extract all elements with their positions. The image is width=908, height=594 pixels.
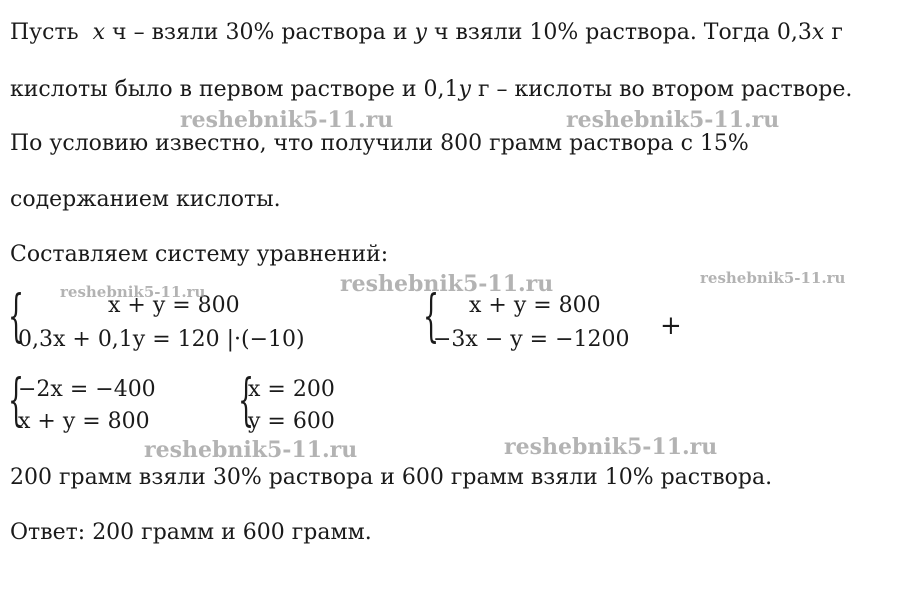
equation-2: y = 600: [248, 409, 335, 434]
text-fragment: ч – взяли 30% раствора и: [112, 20, 408, 45]
text-line-1: [10, 20, 843, 46]
text-line-4: содержанием кислоты.: [10, 187, 281, 212]
watermark: reshebnik5-11.ru: [340, 271, 554, 297]
equation-2: −3x − y = −1200: [433, 327, 630, 352]
brace-icon: {: [8, 284, 25, 349]
watermark: reshebnik5-11.ru: [504, 434, 718, 460]
equation-2: x + y = 800: [18, 409, 150, 434]
text-line-2: [10, 77, 852, 103]
text-fragment: ч взяли 10% раствора. Тогда 0,3: [433, 20, 812, 45]
brace-icon: {: [8, 368, 25, 433]
variable-x: x: [811, 20, 825, 45]
equation-2: 0,3x + 0,1y = 120 |·(−10): [18, 327, 305, 352]
variable-y: y: [414, 20, 427, 45]
watermark: reshebnik5-11.ru: [700, 269, 846, 287]
watermark: reshebnik5-11.ru: [180, 107, 394, 133]
text-fragment: г: [831, 20, 843, 45]
equation-1: x + y = 800: [108, 293, 240, 318]
final-answer: Ответ: 200 грамм и 600 грамм.: [10, 520, 372, 545]
text-fragment: г – кислоты во втором растворе.: [477, 77, 853, 102]
plus-sign: +: [660, 311, 682, 341]
answer-line: 200 грамм взяли 30% раствора и 600 грамм взяли 10% раствора.: [10, 465, 773, 490]
watermark: reshebnik5-11.ru: [144, 437, 358, 463]
text-fragment: Пусть: [10, 20, 79, 45]
equation-1: x = 200: [248, 377, 335, 402]
variable-x: x: [92, 20, 106, 45]
equation-1: x + y = 800: [469, 293, 601, 318]
brace-icon: {: [238, 368, 255, 433]
text-line-5: Составляем систему уравнений:: [10, 242, 389, 267]
variable-y: y: [458, 77, 471, 102]
text-line-3: По условию известно, что получили 800 грамм раствора с 15%: [10, 131, 749, 156]
brace-icon: {: [423, 284, 440, 349]
equation-1: −2x = −400: [18, 377, 156, 402]
text-fragment: кислоты было в первом растворе и 0,1: [10, 77, 459, 102]
watermark: reshebnik5-11.ru: [566, 107, 780, 133]
watermark: reshebnik5-11.ru: [60, 283, 206, 301]
